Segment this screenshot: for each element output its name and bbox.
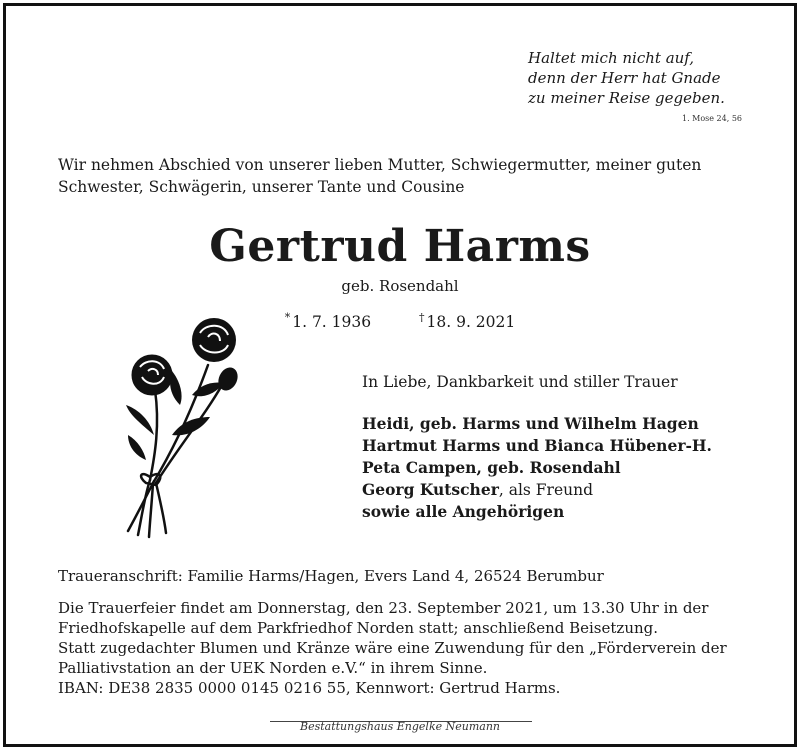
mourner-entry — [362, 479, 712, 501]
birth-star-symbol: * — [284, 311, 291, 324]
mourning-line: In Liebe, Dankbarkeit und stiller Trauer — [362, 373, 678, 391]
verse-line: denn der Herr hat Gnade — [528, 69, 721, 87]
death-date: 18. 9. 2021 — [426, 313, 516, 331]
birth-date: 1. 7. 1936 — [292, 313, 372, 331]
iban-text: IBAN: DE38 2835 0000 0145 0216 55, Kennwort: Gertrud Harms. — [58, 679, 561, 697]
verse-line: Haltet mich nicht auf, — [528, 49, 695, 67]
mourners-list — [362, 413, 712, 523]
intro-text: Wir nehmen Abschied von unserer lieben Mutter, Schwiegermutter, meiner guten Schwester, Schwägerin, unserer Tante und Cousine — [58, 156, 702, 196]
verse-reference: 1. Mose 24, 56 — [681, 114, 742, 123]
death-cross-symbol: † — [419, 311, 425, 324]
mourner-name: Georg Kutscher — [362, 480, 499, 499]
verse-line: zu meiner Reise gegeben. — [528, 89, 725, 107]
mourner-entry — [362, 413, 712, 435]
funeral-info — [58, 598, 758, 698]
bible-verse — [528, 48, 725, 108]
mourner-entry — [362, 435, 712, 457]
mourner-entry — [362, 501, 712, 523]
funeral-home: Bestattungshaus Engelke Neumann — [299, 720, 500, 733]
deceased-name: Gertrud Harms — [209, 221, 591, 272]
birth-name: geb. Rosendahl — [341, 277, 459, 295]
mourner-name: Heidi, geb. Harms und Wilhelm Hagen — [362, 414, 699, 433]
mourner-name: Hartmut Harms und Bianca Hübener-H. — [362, 436, 712, 455]
donation-text: Statt zugedachter Blumen und Kränze wäre eine Zuwendung für den „Förderverein der Palliativstation an der UEK Norden e.V.“ in ihrem Sinne. — [58, 639, 727, 677]
roses-icon — [120, 305, 260, 545]
mourner-note: , als Freund — [498, 481, 594, 499]
mourning-address: Traueranschrift: Familie Harms/Hagen, Evers Land 4, 26524 Berumbur — [58, 567, 604, 585]
mourner-name: sowie alle Angehörigen — [362, 502, 565, 521]
ceremony-text: Die Trauerfeier findet am Donnerstag, den 23. September 2021, um 13.30 Uhr in der Friedhofskapelle auf dem Parkfriedhof Norden statt; anschließend Beisetzung. — [58, 599, 709, 637]
mourner-entry — [362, 457, 712, 479]
mourner-name: Peta Campen, geb. Rosendahl — [362, 458, 621, 477]
